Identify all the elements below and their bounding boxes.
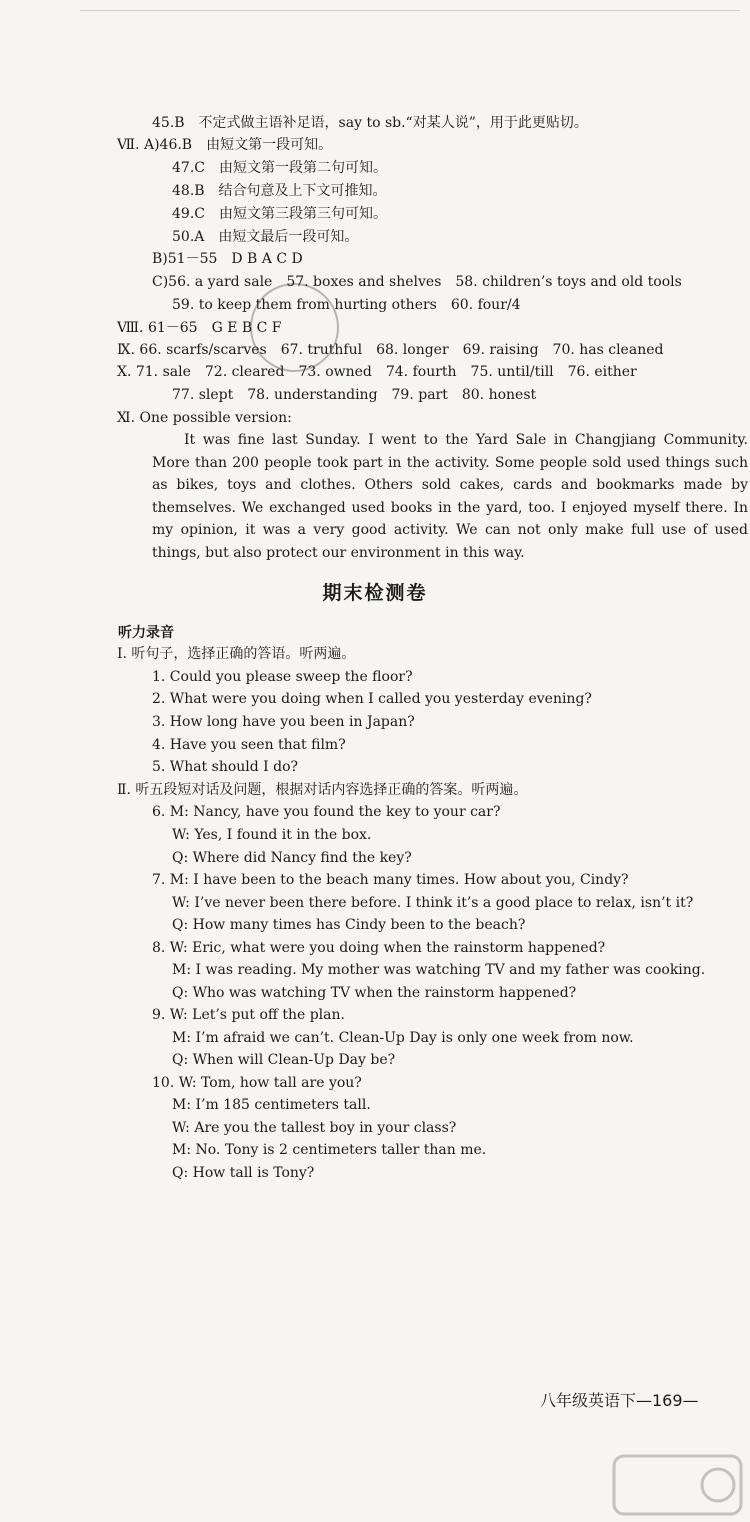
answer-line: Ⅸ. 66. scarfs/scarves 67. truthful 68. longer 69. raising 70. has cleaned [117, 342, 664, 358]
answer-line: Ⅷ. 61－65 G E B C F [117, 320, 282, 336]
answer-line: 77. slept 78. understanding 79. part 80. honest [172, 387, 537, 403]
answer-line: 59. to keep them from hurting others 60. four/4 [172, 297, 521, 313]
answer-line: 45.B 不定式做主语补足语，say to sb.“对某人说”，用于此更贴切。 [152, 115, 588, 131]
listening-line: M: I’m 185 centimeters tall. [172, 1097, 371, 1113]
listening-line: Q: Who was watching TV when the rainstorm happened? [172, 985, 577, 1001]
page-footer: 八年级英语下—169— [540, 1391, 699, 1410]
answer-line: 47.C 由短文第一段第二句可知。 [172, 160, 387, 176]
listening-line: Ⅰ. 听句子，选择正确的答语。听两遍。 [117, 646, 356, 662]
listening-line: W: I’ve never been there before. I think it’s a good place to relax, isn’t it? [172, 895, 694, 911]
listening-line: 3. How long have you been in Japan? [152, 714, 415, 730]
answer-line: 48.B 结合句意及上下文可推知。 [172, 183, 387, 199]
listening-line: W: Yes, I found it in the box. [172, 827, 372, 843]
listening-line: M: I was reading. My mother was watching TV and my father was cooking. [172, 962, 706, 978]
listening-line: Q: When will Clean-Up Day be? [172, 1052, 396, 1068]
listening-line: Q: How many times has Cindy been to the beach? [172, 917, 526, 933]
listening-line: 4. Have you seen that film? [152, 737, 346, 753]
listening-line: W: Are you the tallest boy in your class? [172, 1120, 457, 1136]
answer-line: Ⅹ. 71. sale 72. cleared 73. owned 74. fourth 75. until/till 76. either [117, 364, 637, 380]
essay-paragraph [152, 429, 748, 564]
section-title: 期末检测卷 [322, 582, 428, 604]
listening-line: M: I’m afraid we can’t. Clean-Up Day is only one week from now. [172, 1030, 634, 1046]
listening-line: 7. M: I have been to the beach many times. How about you, Cindy? [152, 872, 629, 888]
listening-line: 8. W: Eric, what were you doing when the rainstorm happened? [152, 940, 606, 956]
listening-line: 1. Could you please sweep the floor? [152, 669, 413, 685]
answer-line: C)56. a yard sale 57. boxes and shelves 58. children’s toys and old tools [152, 274, 682, 290]
watermark-logo [610, 1450, 745, 1520]
listening-heading: 听力录音 [118, 625, 174, 641]
answer-line: Ⅶ. A)46.B 由短文第一段可知。 [117, 137, 333, 153]
listening-line: M: No. Tony is 2 centimeters taller than me. [172, 1142, 487, 1158]
answer-line: B)51－55 D B A C D [152, 251, 303, 267]
answer-line: Ⅺ. One possible version: [117, 410, 292, 426]
top-rule [80, 10, 740, 11]
answer-line: 49.C 由短文第三段第三句可知。 [172, 206, 387, 222]
listening-line: Ⅱ. 听五段短对话及问题，根据对话内容选择正确的答案。听两遍。 [117, 782, 528, 798]
listening-line: 6. M: Nancy, have you found the key to your car? [152, 804, 501, 820]
listening-line: 2. What were you doing when I called you yesterday evening? [152, 691, 592, 707]
listening-line: 9. W: Let’s put off the plan. [152, 1007, 345, 1023]
listening-line: 10. W: Tom, how tall are you? [152, 1075, 362, 1091]
listening-line: Q: Where did Nancy find the key? [172, 850, 412, 866]
listening-line: Q: How tall is Tony? [172, 1165, 315, 1181]
essay-text: It was fine last Sunday. I went to the Yard Sale in Changjiang Community. More than 200 people took part in the activity. Some people sold used things such as bikes, toys and clothes. Others sold cakes, cards and bookmarks made by themselves. We exchanged used books in the yard, too. I enjoyed myself there. In my opinion, it was a very good activity. We can not only make full use of used things, but also protect our environment in this way. [152, 432, 748, 561]
listening-line: 5. What should I do? [152, 759, 299, 775]
answer-line: 50.A 由短文最后一段可知。 [172, 229, 359, 245]
